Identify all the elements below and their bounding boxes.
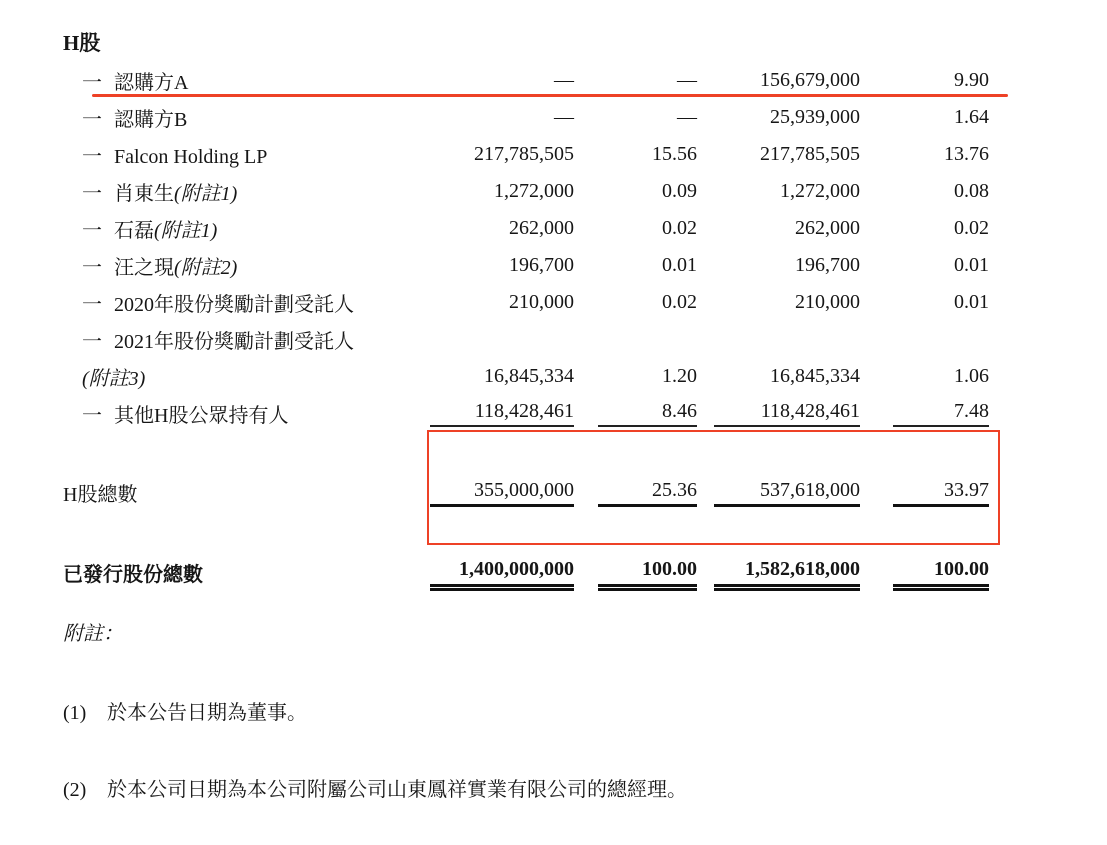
- notes-heading: 附註：: [63, 623, 123, 645]
- shareholding-table: [63, 28, 989, 805]
- pct-after-value: 13.76: [944, 143, 989, 165]
- shares-after-value: 210,000: [795, 291, 860, 313]
- row-total-issued-shares: [63, 554, 989, 591]
- row-dash: 一: [82, 72, 102, 94]
- shares-after-value: 118,428,461: [714, 400, 860, 427]
- pct-after-value: 0.01: [954, 254, 989, 276]
- row-dash: 一: [82, 220, 102, 242]
- row-label: 其他H股公眾持有人: [114, 405, 289, 427]
- row-dash: 一: [82, 146, 102, 168]
- row-dash: 一: [82, 331, 102, 353]
- pct-before-value: 0.02: [662, 217, 697, 239]
- row-xiao-dongsheng: [63, 173, 989, 210]
- row-note-ref: (附註1): [154, 220, 218, 242]
- row-label: (附註3): [82, 368, 146, 390]
- row-label: 石磊: [114, 220, 154, 242]
- shares-before-value: 355,000,000: [430, 479, 574, 507]
- shares-before-value: —: [554, 69, 574, 91]
- row-wang-zhixian: [63, 247, 989, 284]
- pct-after-value: 0.08: [954, 180, 989, 202]
- shares-after-value: 262,000: [795, 217, 860, 239]
- row-shi-lei: [63, 210, 989, 247]
- shares-before-value: 196,700: [509, 254, 574, 276]
- row-note-ref: (附註2): [174, 257, 238, 279]
- row-label: 認購方B: [114, 109, 188, 131]
- row-2021-share-award-trustee: [63, 321, 989, 358]
- shares-after-value: 196,700: [795, 254, 860, 276]
- row-label: 2020年股份獎勵計劃受託人: [114, 294, 354, 316]
- pct-after-value: 0.02: [954, 217, 989, 239]
- pct-after-value: 100.00: [893, 558, 989, 587]
- pct-before-value: 100.00: [598, 558, 697, 587]
- pct-after-value: 0.01: [954, 291, 989, 313]
- shares-before-value: 1,272,000: [494, 180, 574, 202]
- pct-after-value: 1.64: [954, 106, 989, 128]
- row-label: 已發行股份總數: [63, 564, 203, 586]
- section-header-h-shares: H股: [63, 31, 101, 55]
- note-item-2: [63, 775, 989, 805]
- pct-before-value: —: [677, 106, 697, 128]
- pct-before-value: 25.36: [598, 479, 697, 507]
- row-dash: 一: [82, 257, 102, 279]
- row-dash: 一: [82, 109, 102, 131]
- row-subscriber-b: [63, 99, 989, 136]
- shares-before-value: —: [554, 106, 574, 128]
- shares-before-value: 16,845,334: [484, 365, 574, 387]
- pct-before-value: 0.02: [662, 291, 697, 313]
- row-dash: 一: [82, 183, 102, 205]
- shares-after-value: 156,679,000: [760, 69, 860, 91]
- row-label: H股總數: [63, 484, 138, 506]
- note-number: (2): [63, 779, 87, 801]
- shares-after-value: 537,618,000: [714, 479, 860, 507]
- shares-after-value: 1,582,618,000: [714, 558, 860, 587]
- pct-before-value: 0.01: [662, 254, 697, 276]
- shares-after-value: 1,272,000: [780, 180, 860, 202]
- shares-after-value: 217,785,505: [760, 143, 860, 165]
- row-label: Falcon Holding LP: [114, 146, 268, 168]
- pct-before-value: 8.46: [598, 400, 697, 427]
- pct-after-value: 7.48: [893, 400, 989, 427]
- note-number: (1): [63, 702, 87, 724]
- shares-before-value: 262,000: [509, 217, 574, 239]
- note-item-1: [63, 698, 989, 728]
- row-label: 2021年股份獎勵計劃受託人: [114, 331, 354, 353]
- row-dash: 一: [82, 405, 102, 427]
- pct-before-value: 0.09: [662, 180, 697, 202]
- row-falcon-holding-lp: [63, 136, 989, 173]
- red-annotation-underline: [92, 94, 1008, 97]
- pct-before-value: 1.20: [662, 365, 697, 387]
- pct-after-value: 9.90: [954, 69, 989, 91]
- row-label: 汪之現: [114, 257, 174, 279]
- shares-before-value: 210,000: [509, 291, 574, 313]
- note-text: 於本公告日期為董事。: [107, 702, 307, 724]
- pct-after-value: 33.97: [893, 479, 989, 507]
- shares-after-value: 16,845,334: [770, 365, 860, 387]
- row-label: 認購方A: [114, 72, 189, 94]
- note-text: 於本公司日期為本公司附屬公司山東鳳祥實業有限公司的總經理。: [107, 779, 687, 801]
- shares-after-value: 25,939,000: [770, 106, 860, 128]
- pct-before-value: 15.56: [652, 143, 697, 165]
- row-other-h-share-public-holders: [63, 395, 989, 432]
- row-dash: 一: [82, 294, 102, 316]
- shares-before-value: 118,428,461: [430, 400, 574, 427]
- row-2020-share-award-trustee: [63, 284, 989, 321]
- shares-before-value: 217,785,505: [474, 143, 574, 165]
- shares-before-value: 1,400,000,000: [430, 558, 574, 587]
- pct-before-value: —: [677, 69, 697, 91]
- red-annotation-rectangle: [427, 430, 1000, 545]
- row-note-ref: (附註1): [174, 183, 238, 205]
- pct-after-value: 1.06: [954, 365, 989, 387]
- table-body: [63, 62, 989, 432]
- row-2021-trustee-note3: [63, 358, 989, 395]
- row-label: 肖東生: [114, 183, 174, 205]
